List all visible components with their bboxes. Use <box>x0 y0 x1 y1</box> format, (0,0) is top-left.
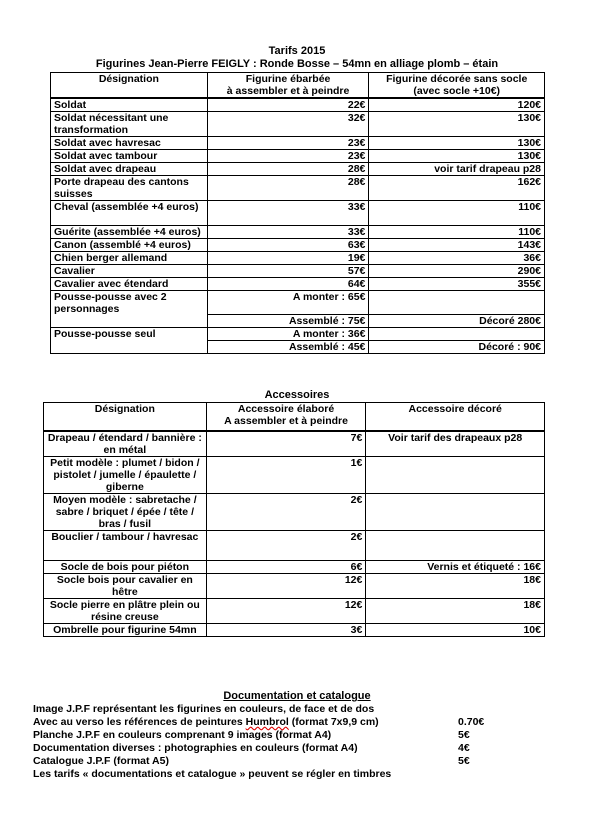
doc-line: Catalogue J.P.F (format A5) 5€ <box>33 755 470 767</box>
doc-note: Les tarifs « documentations et catalogue » peuvent se régler en timbres <box>33 768 392 780</box>
row-price-elabore: 12€ <box>206 598 366 623</box>
doc-price: 5€ <box>458 729 470 741</box>
table-row <box>51 150 545 163</box>
column-header-decore: Accessoire décoré <box>366 403 545 431</box>
row-name: Drapeau / étendard / bannière : en métal <box>44 431 207 457</box>
row-price-ebarbee: 64€ <box>207 278 369 291</box>
doc-price: 0.70€ <box>458 716 485 728</box>
table-row <box>44 456 545 493</box>
row-price-decore: Vernis et étiqueté : 16€ <box>366 560 545 573</box>
table-row <box>51 265 545 278</box>
row-name: Pousse-pousse avec 2 personnages <box>51 291 208 328</box>
row-price-elabore: 7€ <box>206 431 366 457</box>
row-name: Soldat avec tambour <box>51 150 208 163</box>
row-price-decoree: 130€ <box>369 137 545 150</box>
doc-line: Documentation diverses : photographies en couleurs (format A4) 4€ <box>33 742 470 754</box>
row-name: Soldat nécessitant une transformation <box>51 112 208 137</box>
row-price-elabore: 1€ <box>206 456 366 493</box>
row-name: Socle bois pour cavalier en hêtre <box>44 573 207 598</box>
table-row <box>44 573 545 598</box>
doc-line: Planche J.P.F en couleurs comprenant 9 images (format A4) 5€ <box>33 729 470 741</box>
table-row <box>44 598 545 623</box>
row-price-decoree: 162€ <box>369 176 545 201</box>
page-subtitle: Figurines Jean-Pierre FEIGLY : Ronde Bosse – 54mn en alliage plomb – étain <box>95 58 499 70</box>
table-row <box>44 530 545 560</box>
table-row <box>51 98 545 112</box>
row-price-decoree: 110€ <box>369 201 545 226</box>
row-price-assemble: Assemblé : 75€ <box>207 315 369 328</box>
row-price-decoree: voir tarif drapeau p28 <box>369 163 545 176</box>
row-name: Soldat avec havresac <box>51 137 208 150</box>
table-row <box>51 201 545 226</box>
accessoires-price-table <box>43 402 545 637</box>
row-name: Soldat avec drapeau <box>51 163 208 176</box>
table-row <box>51 176 545 201</box>
row-price-ebarbee: 23€ <box>207 150 369 163</box>
row-price-elabore: 2€ <box>206 530 366 560</box>
table-row <box>51 252 545 265</box>
table-row <box>44 560 545 573</box>
row-price-decore: 18€ <box>366 573 545 598</box>
table-row <box>51 239 545 252</box>
page-title: Tarifs 2015 <box>268 45 326 57</box>
row-empty <box>369 291 545 315</box>
row-price-elabore: 2€ <box>206 493 366 530</box>
table-row <box>44 431 545 457</box>
row-price-decore: Voir tarif des drapeaux p28 <box>366 431 545 457</box>
doc-price: 5€ <box>458 755 470 767</box>
row-price-decoree: 130€ <box>369 112 545 137</box>
row-name: Moyen modèle : sabretache / sabre / briquet / épée / tête / bras / fusil <box>44 493 207 530</box>
row-name: Cavalier <box>51 265 208 278</box>
section-title-documentation: Documentation et catalogue <box>223 690 371 702</box>
column-header-ebarbee: Figurine ébarbée à assembler et à peindre <box>207 73 369 99</box>
row-price-a-monter: A monter : 36€ <box>207 328 369 341</box>
column-header-designation: Désignation <box>51 73 208 99</box>
row-price-assemble: Assemblé : 45€ <box>207 341 369 354</box>
row-price-decoree: 36€ <box>369 252 545 265</box>
row-price-decoree: 355€ <box>369 278 545 291</box>
row-price-decore <box>366 456 545 493</box>
row-price-ebarbee: 23€ <box>207 137 369 150</box>
row-price-decoree: 290€ <box>369 265 545 278</box>
row-name: Socle de bois pour piéton <box>44 560 207 573</box>
row-price-ebarbee: 63€ <box>207 239 369 252</box>
doc-price: 4€ <box>458 742 470 754</box>
table-row <box>51 291 545 315</box>
row-price-ebarbee: 32€ <box>207 112 369 137</box>
row-empty <box>369 328 545 341</box>
row-price-decore <box>366 493 545 530</box>
row-price-ebarbee: 33€ <box>207 226 369 239</box>
table-row <box>44 493 545 530</box>
row-name: Canon (assemblé +4 euros) <box>51 239 208 252</box>
row-price-elabore: 6€ <box>206 560 366 573</box>
table-row <box>44 623 545 636</box>
row-price-decore <box>366 530 545 560</box>
table-row <box>51 112 545 137</box>
row-price-decoree: 110€ <box>369 226 545 239</box>
row-name: Chien berger allemand <box>51 252 208 265</box>
row-name: Cheval (assemblée +4 euros) <box>51 201 208 226</box>
row-name: Cavalier avec étendard <box>51 278 208 291</box>
row-price-elabore: 12€ <box>206 573 366 598</box>
column-header-elabore: Accessoire élaboré A assembler et à peindre <box>206 403 366 431</box>
row-price-decoree: 130€ <box>369 150 545 163</box>
row-name: Socle pierre en plâtre plein ou résine creuse <box>44 598 207 623</box>
doc-line: Image J.P.F représentant les figurines en couleurs, de face et de dos <box>33 703 375 715</box>
row-price-ebarbee: 19€ <box>207 252 369 265</box>
table-row <box>51 163 545 176</box>
table-row <box>51 226 545 239</box>
row-price-decore: 10€ <box>366 623 545 636</box>
table-row <box>51 137 545 150</box>
row-name: Ombrelle pour figurine 54mn <box>44 623 207 636</box>
row-price-decore: Décoré : 90€ <box>369 341 545 354</box>
row-name: Guérite (assemblée +4 euros) <box>51 226 208 239</box>
row-price-decoree: 143€ <box>369 239 545 252</box>
row-price-ebarbee: 57€ <box>207 265 369 278</box>
row-name: Pousse-pousse seul <box>51 328 208 354</box>
row-price-decoree: 120€ <box>369 98 545 112</box>
table-row <box>51 278 545 291</box>
row-price-ebarbee: 33€ <box>207 201 369 226</box>
figurines-price-table <box>50 72 545 354</box>
row-name: Bouclier / tambour / havresac <box>44 530 207 560</box>
doc-line: Avec au verso les références de peintures Humbrol (format 7x9,9 cm) 0.70€ <box>33 716 485 728</box>
row-price-ebarbee: 22€ <box>207 98 369 112</box>
row-price-decore: Décoré 280€ <box>369 315 545 328</box>
row-name: Petit modèle : plumet / bidon / pistolet / jumelle / épaulette / giberne <box>44 456 207 493</box>
row-price-ebarbee: 28€ <box>207 176 369 201</box>
row-price-a-monter: A monter : 65€ <box>207 291 369 315</box>
table-row <box>51 328 545 341</box>
row-price-ebarbee: 28€ <box>207 163 369 176</box>
row-price-decore: 18€ <box>366 598 545 623</box>
row-name: Soldat <box>51 98 208 112</box>
column-header-designation: Désignation <box>44 403 207 431</box>
row-price-elabore: 3€ <box>206 623 366 636</box>
row-name: Porte drapeau des cantons suisses <box>51 176 208 201</box>
section-title-accessoires: Accessoires <box>264 389 330 401</box>
column-header-decoree: Figurine décorée sans socle (avec socle +10€) <box>369 73 545 99</box>
